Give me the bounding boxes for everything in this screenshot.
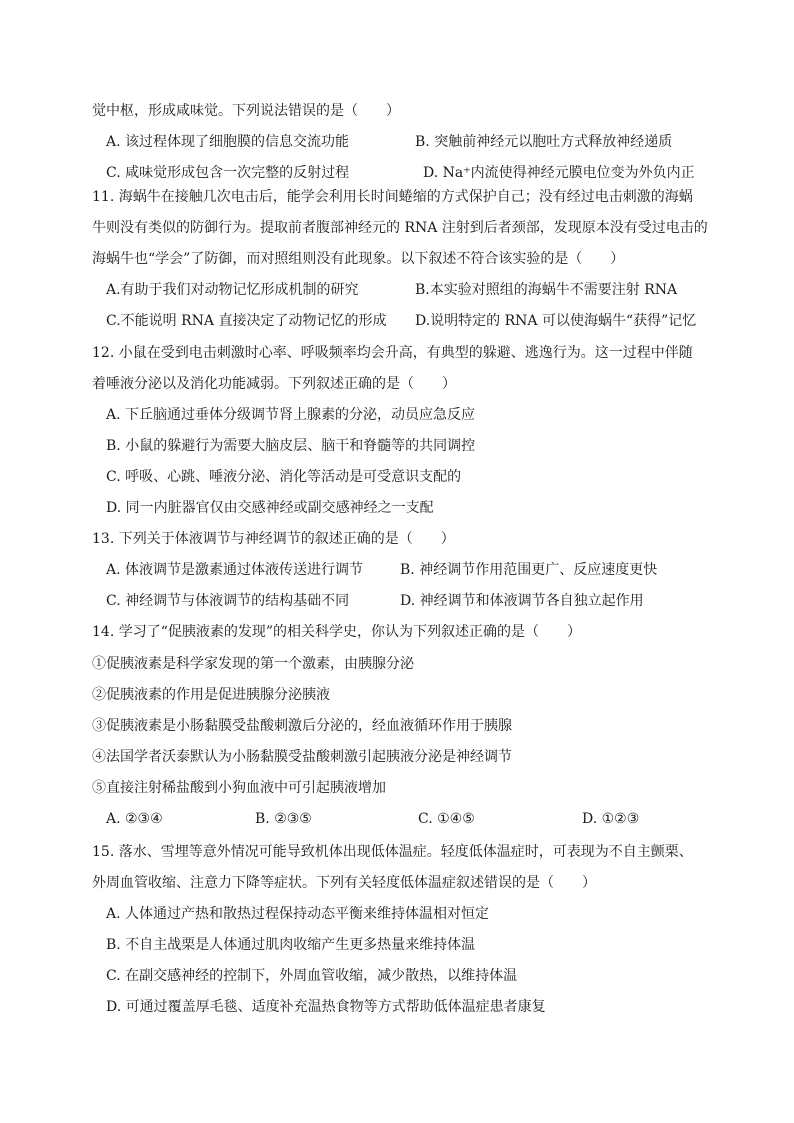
q12-stem-line-2: 着唾液分泌以及消化功能减弱。下列叙述正确的是（ ） (92, 376, 456, 392)
q11-stem-line-3: 海蜗牛也“学会”了防御，而对照组则没有此现象。以下叙述不符合该实验的是（ ） (92, 251, 625, 267)
q14-statement-1: ①促胰液素是科学家发现的第一个激素，由胰腺分泌 (92, 656, 414, 672)
q15-option-d[interactable]: D. 可通过覆盖厚毛毯、适度补充温热食物等方式帮助低体温症患者康复 (106, 999, 546, 1015)
q13-option-d[interactable]: D. 神经调节和体液调节各自独立起作用 (400, 593, 644, 609)
q14-option-d[interactable]: D. ①②③ (582, 811, 640, 827)
q10-option-d[interactable]: D. Na⁺内流使得神经元膜电位变为外负内正 (423, 165, 695, 181)
q14-statement-3: ③促胰液素是小肠黏膜受盐酸刺激后分泌的，经血液循环作用于胰腺 (92, 718, 512, 734)
q14-option-b[interactable]: B. ②③⑤ (255, 811, 312, 827)
q14-option-a[interactable]: A. ②③④ (106, 811, 163, 827)
q11-option-a[interactable]: A.有助于我们对动物记忆形成机制的研究 (106, 282, 359, 298)
q14-statement-5: ⑤直接注射稀盐酸到小狗血液中可引起胰液增加 (92, 780, 386, 796)
q11-stem-line-1: 11. 海蜗牛在接触几次电击后，能学会利用长时间蜷缩的方式保护自己；没有经过电击刺激的海蜗 (92, 189, 693, 205)
q15-stem-line-2: 外周血管收缩、注意力下降等症状。下列有关轻度低体温症叙述错误的是（ ） (92, 875, 596, 891)
q15-option-b[interactable]: B. 不自主战栗是人体通过肌肉收缩产生更多热量来维持体温 (106, 937, 476, 953)
q10-stem: 觉中枢，形成咸味觉。下列说法错误的是（ ） (92, 103, 400, 119)
q11-option-c[interactable]: C.不能说明 RNA 直接决定了动物记忆的形成 (106, 313, 387, 329)
q15-option-c[interactable]: C. 在副交感神经的控制下，外周血管收缩，减少散热，以维持体温 (106, 968, 518, 984)
q11-options-row-1 (0, 275, 794, 306)
q14-statement-2: ②促胰液素的作用是促进胰腺分泌胰液 (92, 687, 330, 703)
q13-options-row-1 (0, 555, 794, 586)
q12-stem-line-1: 12. 小鼠在受到电击刺激时心率、呼吸频率均会升高，有典型的躲避、逃逸行为。这一过程中伴随 (92, 345, 693, 361)
q15-option-a[interactable]: A. 人体通过产热和散热过程保持动态平衡来维持体温相对恒定 (106, 906, 490, 922)
q15-stem-line-1: 15. 落水、雪埋等意外情况可能导致机体出现低体温症。轻度低体温症时，可表现为不自主颤栗、 (92, 844, 693, 860)
q12-option-b[interactable]: B. 小鼠的躲避行为需要大脑皮层、脑干和脊髓等的共同调控 (106, 438, 476, 454)
q11-option-b[interactable]: B.本实验对照组的海蜗牛不需要注射 RNA (415, 282, 678, 298)
q13-option-a[interactable]: A. 体液调节是激素通过体液传送进行调节 (106, 562, 364, 578)
q12-option-d[interactable]: D. 同一内脏器官仅由交感神经或副交感神经之一支配 (106, 500, 434, 516)
q14-statement-4: ④法国学者沃泰默认为小肠黏膜受盐酸刺激引起胰液分泌是神经调节 (92, 749, 512, 765)
q13-stem: 13. 下列关于体液调节与神经调节的叙述正确的是（ ） (92, 531, 455, 547)
q12-option-a[interactable]: A. 下丘脑通过垂体分级调节肾上腺素的分泌，动员应急反应 (106, 407, 476, 423)
q12-option-c[interactable]: C. 呼吸、心跳、唾液分泌、消化等活动是可受意识支配的 (106, 469, 462, 485)
q13-options-row-2 (0, 586, 794, 617)
q11-option-d[interactable]: D.说明特定的 RNA 可以使海蜗牛“获得”记忆 (415, 313, 697, 329)
q14-options-row (0, 804, 794, 835)
q13-option-c[interactable]: C. 神经调节与体液调节的结构基础不同 (106, 593, 350, 609)
q10-option-a[interactable]: A. 该过程体现了细胞膜的信息交流功能 (106, 134, 350, 150)
q14-stem: 14. 学习了“促胰液素的发现”的相关科学史，你认为下列叙述正确的是（ ） (92, 624, 582, 640)
q10-option-b[interactable]: B. 突触前神经元以胞吐方式释放神经递质 (415, 134, 673, 150)
q10-options-row-1 (0, 127, 794, 158)
q11-options-row-2 (0, 306, 794, 337)
q10-option-c[interactable]: C. 咸味觉形成包含一次完整的反射过程 (106, 165, 350, 181)
q11-stem-line-2: 牛则没有类似的防御行为。提取前者腹部神经元的 RNA 注射到后者颈部，发现原本没有受过电击的 (92, 220, 708, 236)
q14-option-c[interactable]: C. ①④⑤ (418, 811, 475, 827)
q13-option-b[interactable]: B. 神经调节作用范围更广、反应速度更快 (400, 562, 658, 578)
